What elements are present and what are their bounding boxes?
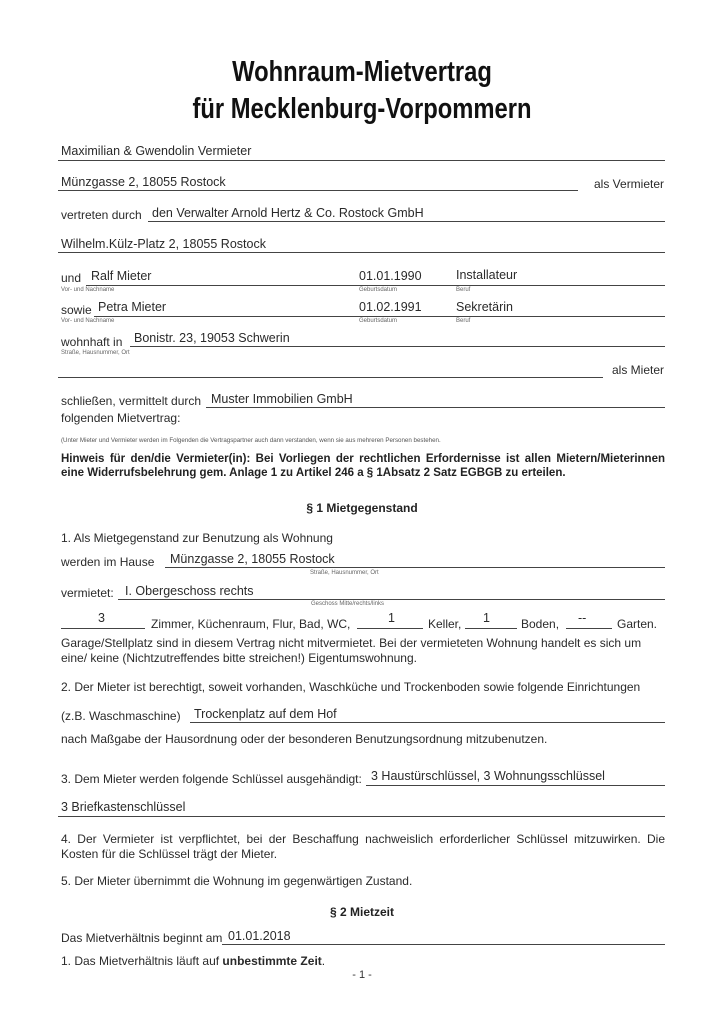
house-address: Münzgasse 2, 18055 Rostock — [170, 552, 335, 566]
tenant1-dob-caption: Geburtsdatum — [359, 287, 398, 293]
tenant1-name: Ralf Mieter — [91, 269, 152, 283]
section2-item1-text: 1. Das Mietverhältnis läuft auf — [61, 954, 223, 968]
section2-item1-end: . — [321, 954, 326, 968]
house-caption: Straße, Hausnummer, Ort — [310, 570, 379, 576]
house-label: werden im Hause — [61, 555, 155, 569]
keys-value-1: 3 Haustürschlüssel, 3 Wohnungsschlüssel — [371, 769, 605, 783]
attic-count: 1 — [483, 611, 490, 625]
keys-line-2 — [58, 816, 665, 817]
und-label: und — [61, 271, 82, 285]
section1-item5: 5. Der Mieter übernimmt die Wohnung im gegenwärtigen Zustand. — [61, 874, 413, 888]
section2-item1-bold: unbestimmte Zeit — [222, 954, 322, 968]
sowie-label: sowie — [61, 303, 92, 317]
facility-line — [190, 722, 665, 723]
tenant1-dob: 01.01.1990 — [359, 269, 422, 283]
rooms-count: 3 — [98, 611, 105, 625]
following-contract-label: folgenden Mietvertrag: — [61, 411, 181, 425]
start-date: 01.01.2018 — [228, 929, 291, 943]
residence-address: Bonistr. 23, 19053 Schwerin — [134, 331, 290, 345]
floor-line — [118, 599, 665, 600]
garden-count: -- — [578, 611, 587, 625]
residence-line-2 — [58, 377, 603, 378]
rented-label: vermietet: — [61, 586, 114, 600]
house-line — [165, 567, 665, 568]
tenant2-name-caption: Vor- und Nachname — [61, 318, 115, 324]
keys-value-2: 3 Briefkastenschlüssel — [61, 800, 186, 814]
representative-address: Wilhelm.Külz-Platz 2, 18055 Rostock — [61, 237, 266, 251]
residence-caption: Straße, Hausnummer, Ort — [61, 350, 130, 356]
start-date-line — [222, 944, 665, 945]
facility-value: Trockenplatz auf dem Hof — [194, 707, 337, 721]
agency-line — [206, 407, 665, 408]
section1-item4: 4. Der Vermieter ist verpflichtet, bei der Beschaffung nachweislich erforderlicher Schlüssel mitzuwirken. Die Kosten für die Schlüssel trägt der Mieter. — [61, 832, 665, 861]
start-label: Das Mietverhältnis beginnt am — [61, 931, 223, 945]
cellar-count-line — [357, 628, 423, 629]
document-title-line2: für Mecklenburg-Vorpommern — [192, 93, 532, 125]
garden-label: Garten. — [617, 617, 658, 631]
tenant-role-label: als Mieter — [612, 363, 665, 377]
keys-line-1 — [366, 785, 665, 786]
agency-label: schließen, vermittelt durch — [61, 394, 202, 408]
usage-text: nach Maßgabe der Hausordnung oder der besonderen Benutzungsordnung mitzubenutzen. — [61, 732, 548, 746]
cellar-count: 1 — [388, 611, 395, 625]
section1-item2: 2. Der Mieter ist berechtigt, soweit vorhanden, Waschküche und Trockenboden sowie folgende Einrichtungen — [61, 680, 641, 694]
tenant2-line — [94, 316, 665, 317]
section1-heading: § 1 Mietgegenstand — [306, 501, 418, 515]
page-number: - 1 - — [352, 969, 372, 981]
tenant2-job: Sekretärin — [456, 300, 513, 314]
tenant2-name: Petra Mieter — [98, 300, 167, 314]
document-title-line1: Wohnraum-Mietvertrag — [232, 56, 492, 88]
tenant1-line — [86, 285, 665, 286]
hint-paragraph: Hinweis für den/die Vermieter(in): Bei Vorliegen der rechtlichen Erfordernisse ist allen Mietern/Mieterinnen eine Widerrufsbelehrung gem. Anlage 1 zu Artikel 246 a § 1Absatz 2 Satz EGBGB zu erteilen. — [61, 453, 665, 479]
rooms-label: Zimmer, Küchenraum, Flur, Bad, WC, — [151, 617, 351, 631]
landlord-address-line — [58, 190, 578, 191]
rooms-count-line — [61, 628, 145, 629]
landlord-name-line — [58, 160, 665, 161]
note-small: (Unter Mieter und Vermieter werden im Folgenden die Vertragspartner auch dann verstanden, wenn sie aus mehreren Personen bestehen. — [61, 437, 441, 444]
keys-label: 3. Dem Mieter werden folgende Schlüssel ausgehändigt: — [61, 772, 362, 786]
tenant2-dob-caption: Geburtsdatum — [359, 318, 398, 324]
tenant1-name-caption: Vor- und Nachname — [61, 287, 115, 293]
attic-count-line — [465, 628, 517, 629]
tenant2-dob: 01.02.1991 — [359, 300, 422, 314]
cellar-label: Keller, — [428, 617, 462, 631]
landlord-name: Maximilian & Gwendolin Vermieter — [61, 144, 252, 158]
landlord-role-label: als Vermieter — [594, 177, 665, 191]
attic-label: Boden, — [521, 617, 560, 631]
representative-name: den Verwalter Arnold Hertz & Co. Rostock GmbH — [152, 206, 424, 220]
section2-item1 — [61, 954, 325, 968]
section1-item1-intro: 1. Als Mietgegenstand zur Benutzung als Wohnung — [61, 531, 333, 545]
tenant1-job: Installateur — [456, 268, 518, 282]
agency-name: Muster Immobilien GmbH — [211, 392, 353, 406]
section2-heading: § 2 Mietzeit — [329, 905, 395, 919]
landlord-address: Münzgasse 2, 18055 Rostock — [61, 175, 226, 189]
floor-caption: Geschoss Mitte/rechts/links — [311, 601, 385, 607]
tenant2-job-caption: Beruf — [456, 318, 471, 324]
represented-label: vertreten durch — [61, 208, 142, 222]
representative-address-line — [58, 252, 665, 253]
tenant1-job-caption: Beruf — [456, 287, 471, 293]
garage-text: Garage/Stellplatz sind in diesem Vertrag nicht mitvermietet. Bei der vermieteten Wohnung handelt es sich um eine/ keine (Nichtzutreffendes bitte streichen!) Eigentumswohnung. — [61, 636, 642, 665]
garden-count-line — [566, 628, 612, 629]
residence-label: wohnhaft in — [61, 335, 123, 349]
representative-line — [148, 221, 665, 222]
example-label: (z.B. Waschmaschine) — [61, 709, 181, 723]
floor-value: I. Obergeschoss rechts — [125, 584, 254, 598]
residence-line — [130, 346, 665, 347]
